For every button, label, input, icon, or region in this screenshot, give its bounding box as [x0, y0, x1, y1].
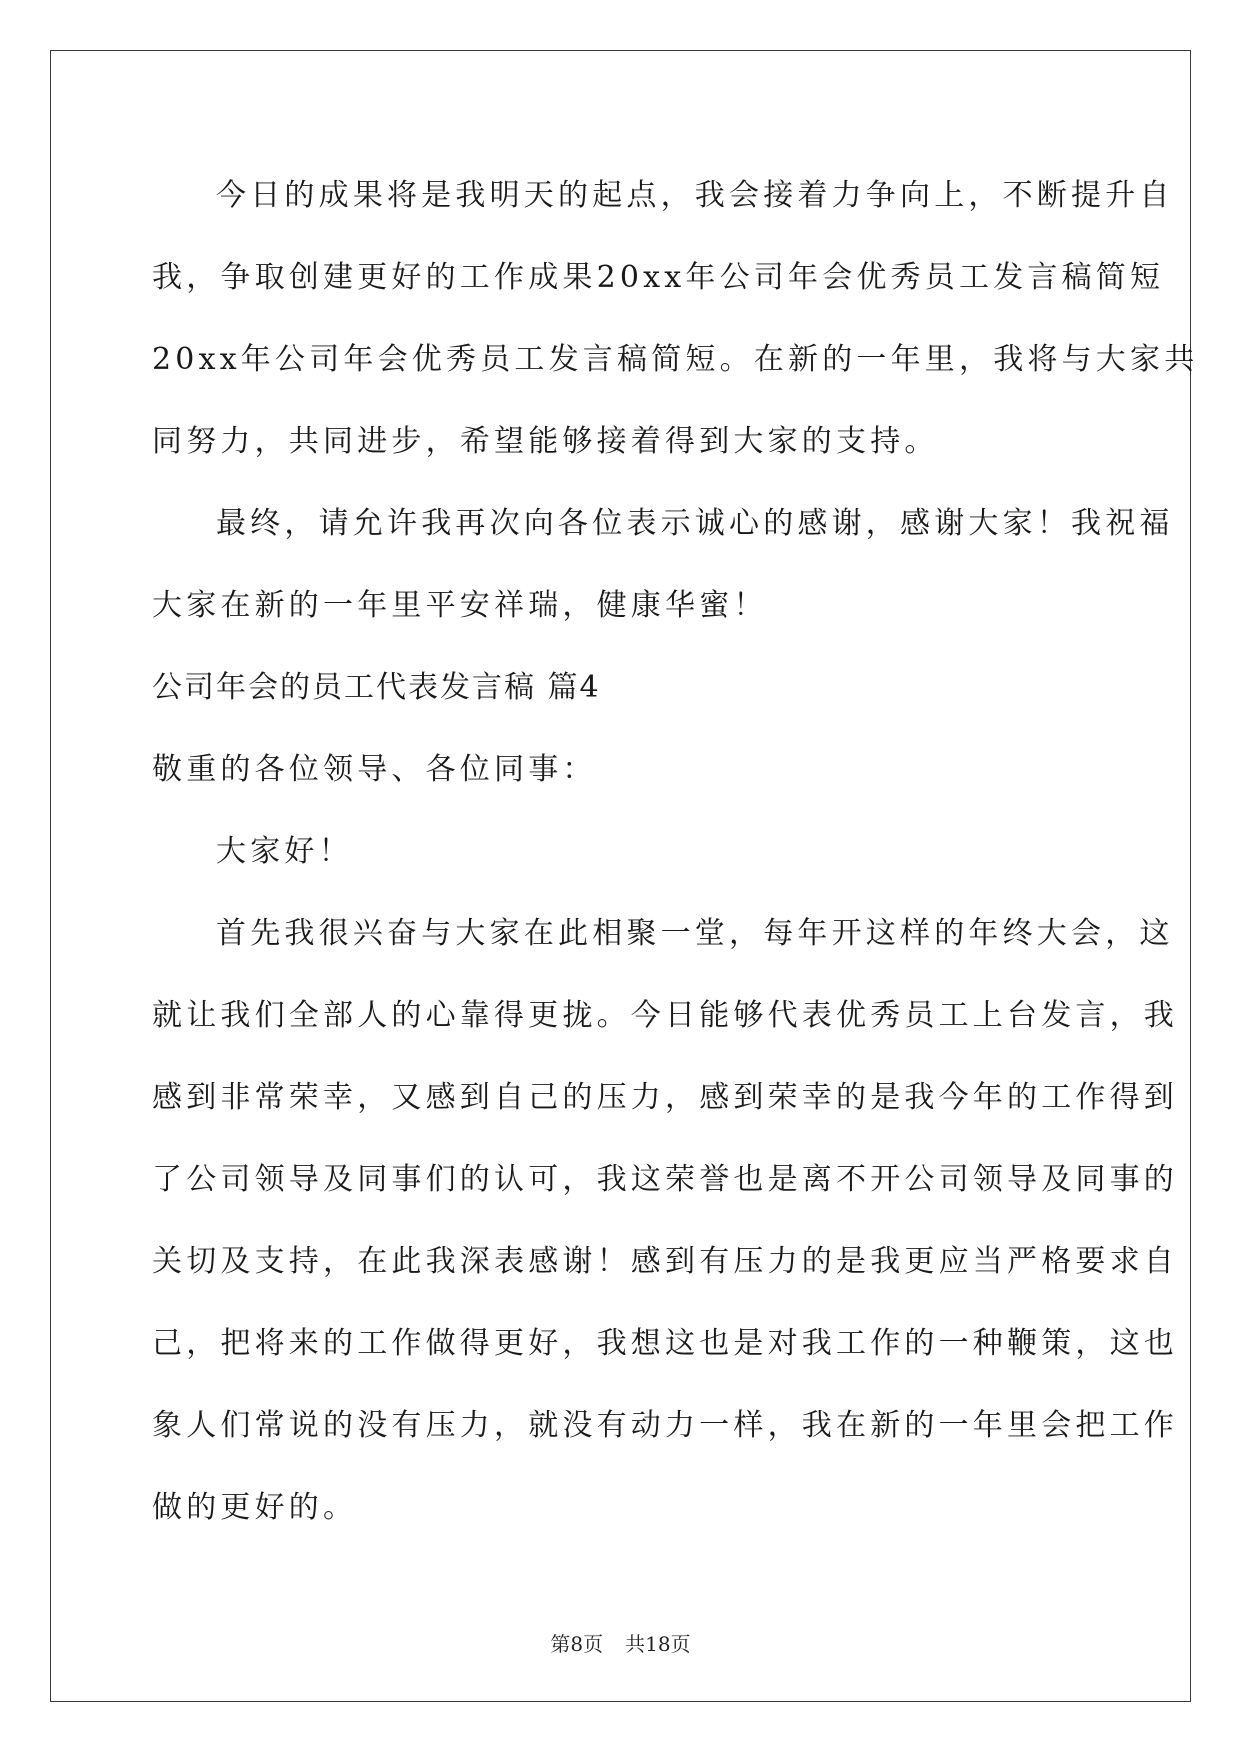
text-line-4: 同努力，共同进步，希望能够接着得到大家的支持。	[152, 424, 939, 459]
text-line-6: 大家在新的一年里平安祥瑞，健康华蜜！	[152, 588, 768, 623]
text-line-11: 就让我们全部人的心靠得更拢。今日能够代表优秀员工上台发言，我	[152, 998, 1178, 1033]
text-line-2: 我，争取创建更好的工作成果20xx年公司年会优秀员工发言稿简短	[152, 260, 1165, 295]
text-line-13: 了公司领导及同事们的认可，我这荣誉也是离不开公司领导及同事的	[152, 1162, 1178, 1197]
text-line-5: 最终，请允许我再次向各位表示诚心的感谢，感谢大家！我祝福	[216, 506, 1174, 541]
text-line-14: 关切及支持，在此我深表感谢！感到有压力的是我更应当严格要求自	[152, 1244, 1178, 1279]
salutation: 敬重的各位领导、各位同事：	[152, 752, 597, 787]
document-body	[152, 155, 1199, 1549]
text-line-10: 首先我很兴奋与大家在此相聚一堂，每年开这样的年终大会，这	[216, 916, 1174, 951]
greeting: 大家好！	[216, 834, 353, 869]
text-line-15: 己，把将来的工作做得更好，我想这也是对我工作的一种鞭策，这也	[152, 1326, 1178, 1361]
text-line-17: 做的更好的。	[152, 1490, 358, 1525]
text-line-3: 20xx年公司年会优秀员工发言稿简短。在新的一年里，我将与大家共	[152, 342, 1199, 377]
page-number-total: 共18页	[625, 1632, 691, 1656]
page-number-current: 第8页	[550, 1632, 604, 1656]
page-footer	[0, 1628, 1241, 1657]
section-heading: 公司年会的员工代表发言稿 篇4	[152, 670, 601, 705]
text-line-1: 今日的成果将是我明天的起点，我会接着力争向上，不断提升自	[216, 178, 1174, 213]
text-line-12: 感到非常荣幸，又感到自己的压力，感到荣幸的是我今年的工作得到	[152, 1080, 1178, 1115]
text-line-16: 象人们常说的没有压力，就没有动力一样，我在新的一年里会把工作	[152, 1408, 1178, 1443]
